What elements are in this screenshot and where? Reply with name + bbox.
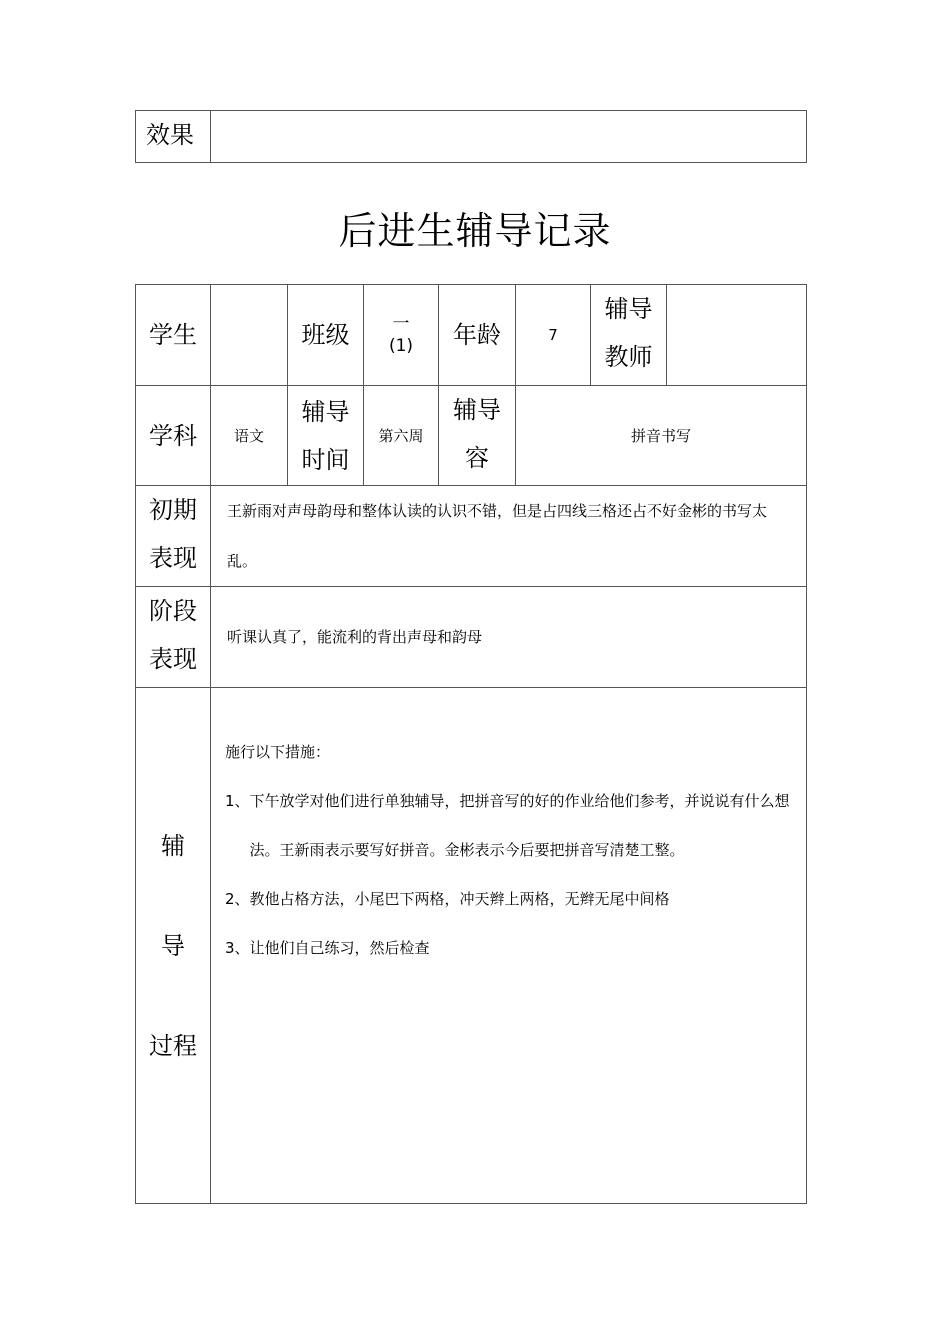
class-number: (1)	[388, 336, 414, 356]
content-label	[439, 386, 516, 486]
time-label	[288, 386, 364, 486]
process-item-text: 教他占格方法，小尾巴下两格，冲天辫上两格，无辫无尾中间格	[249, 890, 670, 908]
stage-label-line1: 阶段	[149, 597, 197, 625]
stage-text: 听课认真了，能流利的背出声母和韵母	[211, 587, 807, 688]
content-value: 拼音书写	[516, 386, 807, 486]
tutoring-record-table	[135, 284, 807, 1204]
content-label-line2: 容	[465, 444, 489, 472]
teacher-value	[667, 285, 807, 386]
initial-label	[136, 486, 211, 587]
page-title: 后进生辅导记录	[338, 209, 612, 253]
age-value: 7	[516, 285, 591, 386]
teacher-label-line2: 教师	[604, 343, 653, 371]
process-intro: 施行以下措施：	[225, 743, 331, 761]
student-label: 学生	[136, 285, 211, 386]
time-value: 第六周	[364, 386, 439, 486]
effect-label: 效果	[136, 111, 211, 163]
student-value	[211, 285, 288, 386]
teacher-label	[591, 285, 667, 386]
process-item-number: 3、	[225, 939, 250, 957]
process-item-number: 1、	[225, 792, 250, 810]
stage-label-line2: 表现	[149, 645, 197, 673]
process-item-text: 让他们自己练习，然后检查	[249, 939, 430, 957]
initial-label-line1: 初期	[149, 496, 197, 524]
process-label-line2: 导	[161, 931, 185, 960]
process-item-text: 下午放学对他们进行单独辅导，把拼音写的好的作业给他们参考，并说说有什么想法。王新雨表示要写好拼音。金彬表示今后要把拼音写清楚工整。	[249, 792, 790, 859]
age-label: 年龄	[439, 285, 516, 386]
stage-label	[136, 587, 211, 688]
teacher-label-line1: 辅导	[604, 295, 653, 323]
effect-table	[135, 110, 807, 163]
initial-label-line2: 表现	[149, 544, 197, 572]
process-item	[225, 924, 796, 973]
process-item	[225, 875, 796, 924]
time-label-line1: 辅导	[301, 397, 350, 426]
process-content	[211, 688, 807, 1204]
initial-text: 王新雨对声母韵母和整体认读的认识不错，但是占四线三格还占不好金彬的书写太乱。	[211, 486, 807, 587]
class-label: 班级	[288, 285, 364, 386]
effect-value	[211, 111, 807, 163]
process-item	[225, 777, 796, 875]
subject-label: 学科	[136, 386, 211, 486]
content-label-line1: 辅导	[453, 396, 501, 424]
process-label	[136, 688, 211, 1204]
class-value	[364, 285, 439, 386]
process-label-line3: 过程	[149, 1031, 197, 1060]
process-label-line1: 辅	[161, 831, 185, 860]
class-grade: 一	[392, 314, 410, 334]
subject-value: 语文	[211, 386, 288, 486]
process-item-number: 2、	[225, 890, 250, 908]
time-label-line2: 时间	[301, 445, 350, 474]
